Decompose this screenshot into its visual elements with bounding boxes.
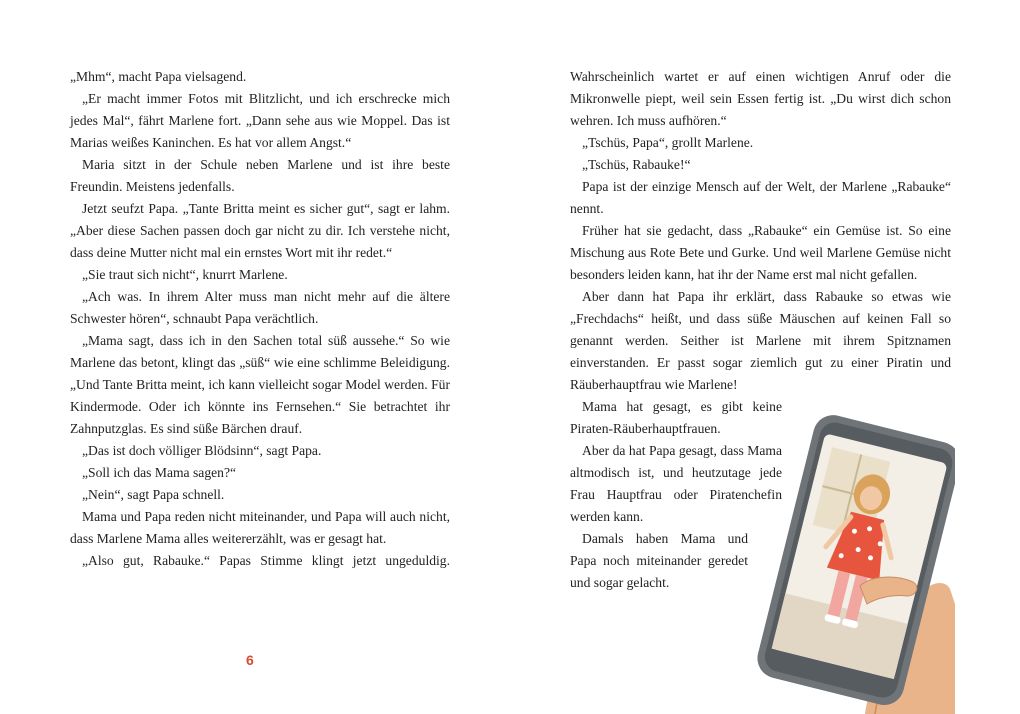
paragraph: „Nein“, sagt Papa schnell. bbox=[82, 487, 225, 502]
paragraph: Wahrscheinlich wartet er auf einen wichtigen Anruf oder die Mikronwelle piept, weil sein Essen fertig ist. „Du wirst dich schon wehren. Ich muss aufhören.“ bbox=[570, 69, 951, 128]
paragraph: Mama hat gesagt, es gibt keine Piraten-Räuberhauptfrauen. bbox=[570, 399, 782, 436]
paragraph: „Sie traut sich nicht“, knurrt Marlene. bbox=[82, 267, 288, 282]
paragraph: „Also gut, Rabauke.“ Papas Stimme klingt jetzt ungeduldig. bbox=[82, 553, 450, 568]
paragraph: Mama und Papa reden nicht miteinander, und Papa will auch nicht, dass Marlene Mama alles weitererzählt, was er gesagt hat. bbox=[70, 509, 450, 546]
paragraph: Maria sitzt in der Schule neben Marlene und ist ihre beste Freundin. Meistens jedenfalls. bbox=[70, 157, 450, 194]
paragraph: Damals haben Mama und Papa noch miteinander geredet und sogar gelacht. bbox=[570, 531, 748, 590]
paragraph: „Er macht immer Fotos mit Blitzlicht, und ich erschrecke mich jedes Mal“, fährt Marlene fort. „Dann sehe aus wie Moppel. Das ist Marias weißes Kaninchen. Es hat vor allem Angst.“ bbox=[70, 91, 450, 150]
paragraph: „Das ist doch völliger Blödsinn“, sagt Papa. bbox=[82, 443, 322, 458]
paragraph: Aber da hat Papa gesagt, dass Mama altmodisch ist, und heutzutage jede Frau Hauptfrau oder Piratenchefin werden kann. bbox=[570, 443, 782, 524]
paragraph: Früher hat sie gedacht, dass „Rabauke“ ein Gemüse ist. So eine Mischung aus Rote Bete und Gurke. Und weil Marlene Gemüse nicht besonders leiden kann, hat ihr der Name erst mal nicht gefallen. bbox=[570, 223, 951, 282]
paragraph: Jetzt seufzt Papa. „Tante Britta meint es sicher gut“, sagt er lahm. „Aber diese Sachen passen doch gar nicht zu dir. Ich verstehe nicht, dass deine Mutter nicht mal ein ernstes Wort mit ihr redet.“ bbox=[70, 201, 450, 260]
paragraph: Aber dann hat Papa ihr erklärt, dass Rabauke so etwas wie „Frechdachs“ heißt, und dass süße Mäuschen auf keinen Fall so genannt werden. Seither ist Marlene mit ihrem Spitznamen einverstanden. Er passt sogar ziemlich gut zu einer Piratin und Räuberhauptfrau wie Marlene! bbox=[570, 289, 951, 392]
paragraph: Papa ist der einzige Mensch auf der Welt, der Marlene „Rabauke“ nennt. bbox=[570, 179, 951, 216]
paragraph: „Mama sagt, dass ich in den Sachen total süß aussehe.“ So wie Marlene das betont, klingt das „süß“ wie eine schlimme Beleidigung. „Und Tante Britta meint, ich kann vielleicht sogar Model werden. Für Kindermode. Oder ich könnte ins Fernsehen.“ Sie betrachtet ihr Zahnputzglas. Es sind süße Bärchen drauf. bbox=[70, 333, 450, 436]
phone-in-hand-illustration bbox=[745, 404, 955, 714]
paragraph: „Tschüs, Papa“, grollt Marlene. bbox=[582, 135, 754, 150]
page-number: 6 bbox=[246, 652, 254, 668]
paragraph: „Soll ich das Mama sagen?“ bbox=[82, 465, 237, 480]
paragraph: „Mhm“, macht Papa vielsagend. bbox=[70, 69, 247, 84]
left-text-column bbox=[70, 66, 450, 572]
paragraph: „Ach was. In ihrem Alter muss man nicht mehr auf die ältere Schwester hören“, schnaubt Papa verächtlich. bbox=[70, 289, 450, 326]
paragraph: „Tschüs, Rabauke!“ bbox=[582, 157, 691, 172]
